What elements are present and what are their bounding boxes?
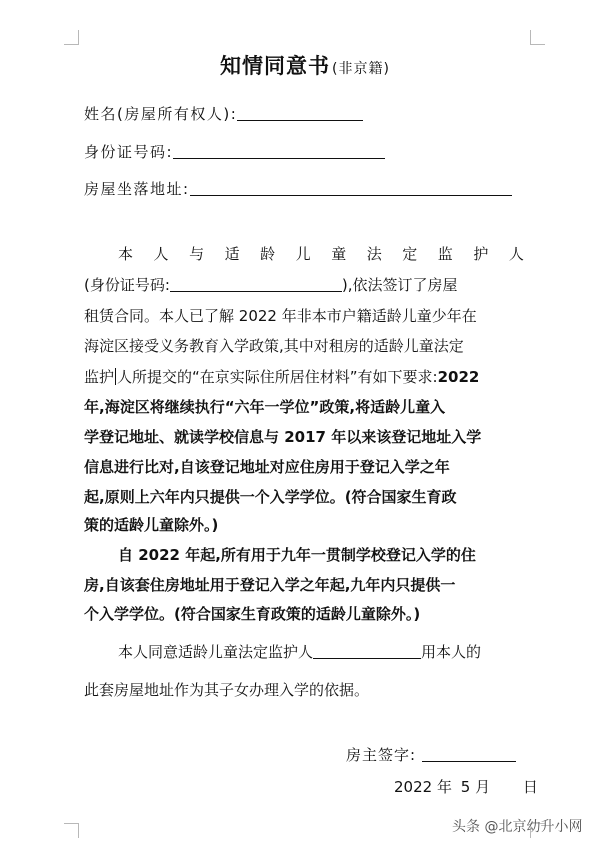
address-field — [84, 178, 512, 199]
date-day: 日 — [522, 778, 538, 796]
address-blank[interactable] — [190, 180, 512, 196]
paragraph1-line2: (身份证号码: ),依法签订了房屋 — [84, 276, 458, 294]
paragraph3-line1: 本人同意适龄儿童法定监护人 用本人的 — [118, 643, 482, 661]
document-title — [0, 50, 610, 80]
watermark: 头条 @北京幼升小网 — [452, 819, 583, 835]
crop-mark-bottom-left — [64, 823, 79, 838]
id-number-field — [84, 141, 385, 162]
paragraph1-line9: 起,原则上六年内只提供一个入学学位。(符合国家生育政 — [84, 488, 457, 506]
crop-mark-top-right — [530, 30, 545, 45]
owner-signature — [346, 744, 516, 765]
paragraph2-line1: 自 2022 年起,所有用于九年一贯制学校登记入学的住 — [118, 546, 476, 564]
date-month: 5 — [460, 778, 471, 796]
date-year: 2022 — [394, 778, 433, 796]
owner-name-label: 姓名(房屋所有权人): — [84, 105, 238, 123]
text-cursor — [115, 368, 116, 385]
owner-name-blank[interactable] — [237, 105, 363, 121]
paragraph2-line2: 房,自该套住房地址用于登记入学之年起,九年内只提供一 — [84, 576, 456, 594]
paragraph2-line3: 个入学学位。(符合国家生育政策的适龄儿童除外。) — [84, 605, 421, 623]
paragraph1-line8: 信息进行比对,自该登记地址对应住房用于登记入学之年 — [84, 458, 450, 476]
title-suffix: (非京籍) — [332, 61, 390, 77]
paragraph1-line7: 学登记地址、就读学校信息与 2017 年以来该登记地址入学 — [84, 428, 482, 446]
paragraph1-line5: 监护 人所提交的“在京实际住所居住材料”有如下要求:2022 — [84, 368, 480, 386]
address-label: 房屋坐落地址: — [84, 180, 190, 198]
signature-blank[interactable] — [422, 746, 516, 762]
signature-label: 房主签字: — [346, 746, 417, 764]
guardian-name-blank[interactable] — [313, 643, 421, 659]
paragraph1-line1: 本 人 与 适 龄 儿 童 法 定 监 护 人 — [118, 245, 524, 263]
guardian-id-blank[interactable] — [170, 276, 342, 292]
paragraph1-line6: 年,海淀区将继续执行“六年一学位”政策,将适龄儿童入 — [84, 398, 446, 416]
signing-date: 2022 年 5 月 日 — [394, 778, 538, 796]
owner-name-field — [84, 103, 363, 124]
crop-mark-top-left — [64, 30, 79, 45]
title-text: 知情同意书 — [220, 54, 331, 78]
paragraph1-line3: 租赁合同。本人已了解 2022 年非本市户籍适龄儿童少年在 — [84, 307, 477, 325]
paragraph1-line10: 策的适龄儿童除外。) — [84, 516, 219, 534]
id-number-label: 身份证号码: — [84, 143, 174, 161]
paragraph3-line2: 此套房屋地址作为其子女办理入学的依据。 — [84, 681, 370, 699]
paragraph1-line4: 海淀区接受义务教育入学政策,其中对租房的适龄儿童法定 — [84, 337, 464, 355]
id-number-blank[interactable] — [173, 143, 385, 159]
